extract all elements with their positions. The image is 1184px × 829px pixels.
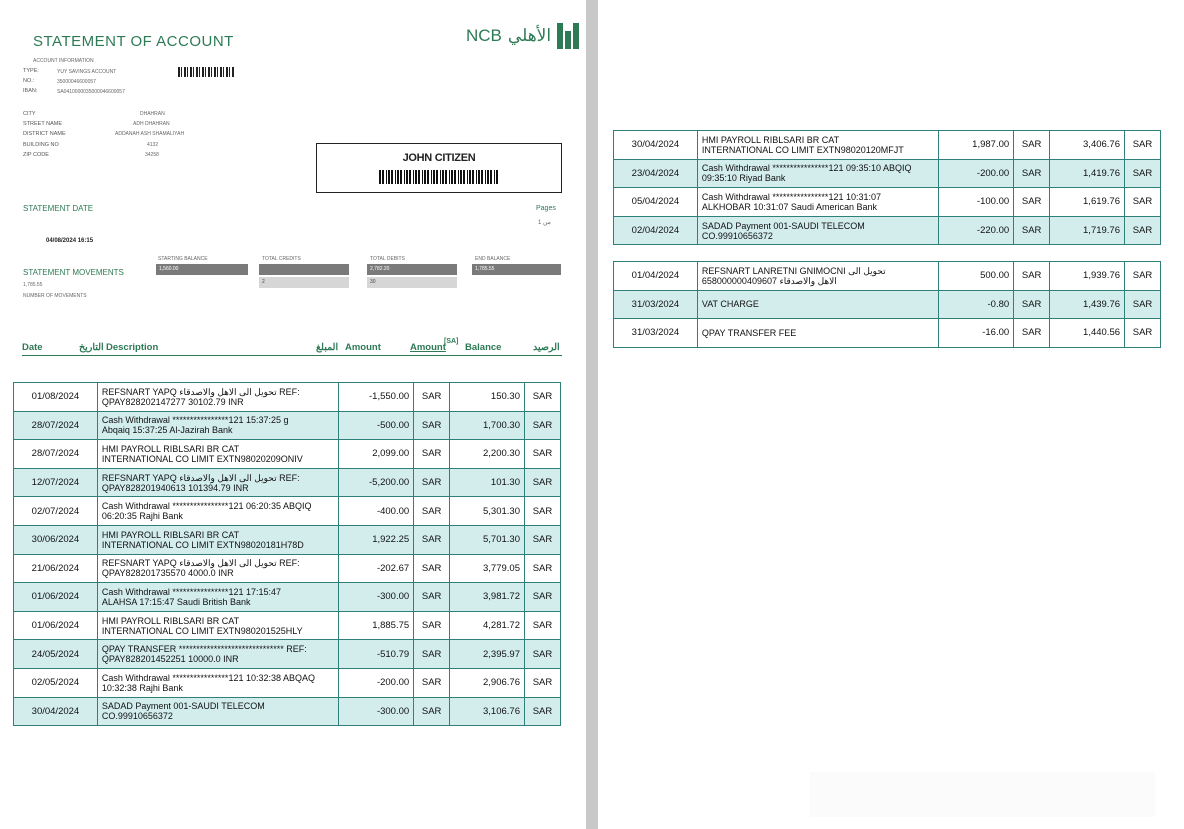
description-line-2: INTERNATIONAL CO LIMIT EXTN980201525HLY xyxy=(101,625,303,636)
row-balance: 1,719.76 xyxy=(1050,216,1125,245)
starting-balance-value: 1,560.00 xyxy=(156,264,248,275)
table-row xyxy=(14,440,561,469)
description-line-1: Cash Withdrawal ****************121 06:20:35 ABQIQ xyxy=(101,501,312,512)
bank-name: NCB xyxy=(466,26,502,45)
row-date: 30/04/2024 xyxy=(614,131,698,160)
customer-name: JOHN CITIZEN xyxy=(402,152,476,164)
row-date: 23/04/2024 xyxy=(614,159,698,188)
table-row xyxy=(614,290,1161,319)
row-description xyxy=(97,697,338,726)
row-description xyxy=(697,159,938,188)
col-amount-ar: المبلغ xyxy=(316,342,339,353)
table-row xyxy=(14,383,561,412)
table-row xyxy=(14,640,561,669)
table-row xyxy=(614,262,1161,291)
row-description xyxy=(97,440,338,469)
row-balance: 1,439.76 xyxy=(1050,290,1125,319)
col-balance: Balance xyxy=(465,342,502,353)
col-sa-tag: [SA] xyxy=(444,338,459,345)
customer-name-box xyxy=(316,143,562,193)
row-amount: -16.00 xyxy=(939,319,1014,348)
description-line-1: Cash Withdrawal ****************121 15:37:25 g xyxy=(101,415,289,426)
row-date: 02/05/2024 xyxy=(14,668,98,697)
row-description xyxy=(97,468,338,497)
building-label: BUILDING NO xyxy=(23,142,59,148)
description-line-1: SADAD Payment 001-SAUDI TELECOM xyxy=(701,220,865,231)
row-amount-currency: SAR xyxy=(414,440,450,469)
row-amount-currency: SAR xyxy=(414,411,450,440)
row-date: 12/07/2024 xyxy=(14,468,98,497)
row-description xyxy=(97,525,338,554)
row-amount-currency: SAR xyxy=(1014,319,1050,348)
total-debits-label: TOTAL DEBITS xyxy=(370,256,405,262)
row-balance-currency: SAR xyxy=(524,668,560,697)
description-line-2: INTERNATIONAL CO LIMIT EXTN98020181H78D xyxy=(101,539,304,550)
table-row xyxy=(614,159,1161,188)
statement-date-label: STATEMENT DATE xyxy=(23,204,94,213)
row-amount-currency: SAR xyxy=(414,697,450,726)
row-balance: 1,700.30 xyxy=(450,411,525,440)
table-row xyxy=(14,668,561,697)
row-amount-currency: SAR xyxy=(1014,262,1050,291)
row-amount: -400.00 xyxy=(339,497,414,526)
row-balance-currency: SAR xyxy=(524,468,560,497)
row-balance: 1,440.56 xyxy=(1050,319,1125,348)
row-balance: 4,281.72 xyxy=(450,611,525,640)
description-line-2: QPAY828201452251 10000.0 INR xyxy=(101,654,239,665)
col-amount: Amount xyxy=(345,342,381,353)
row-balance: 101.30 xyxy=(450,468,525,497)
row-amount: -220.00 xyxy=(939,216,1014,245)
row-amount: -300.00 xyxy=(339,697,414,726)
row-balance-currency: SAR xyxy=(524,611,560,640)
table-row xyxy=(14,468,561,497)
row-amount-currency: SAR xyxy=(414,497,450,526)
account-barcode xyxy=(178,67,234,77)
transactions-table-page2-bottom xyxy=(613,261,1161,348)
pages-value: 1 من xyxy=(538,220,551,226)
row-amount-currency: SAR xyxy=(414,468,450,497)
col-date: Date xyxy=(22,342,43,353)
row-description xyxy=(97,497,338,526)
row-balance: 5,301.30 xyxy=(450,497,525,526)
row-amount-currency: SAR xyxy=(1014,290,1050,319)
street-label: STREET NAME xyxy=(23,121,63,127)
description-line-2: الاهل والاصدقاء 658000000409607 xyxy=(701,275,837,286)
row-description xyxy=(97,583,338,612)
row-amount: 1,987.00 xyxy=(939,131,1014,160)
no-value: 35000046600057 xyxy=(57,79,96,85)
row-date: 01/06/2024 xyxy=(14,611,98,640)
city-value: DHAHRAN xyxy=(140,111,165,117)
row-balance: 2,200.30 xyxy=(450,440,525,469)
row-description xyxy=(697,290,938,319)
description-line-1: HMI PAYROLL RIBLSARI BR CAT xyxy=(101,529,240,540)
row-balance-currency: SAR xyxy=(524,554,560,583)
description-line-2: QPAY828202147277 30102.79 INR xyxy=(101,396,244,407)
col-description: Description xyxy=(106,342,159,353)
table-row xyxy=(614,216,1161,245)
row-description xyxy=(697,262,938,291)
description-line-2: 06:20:35 Rajhi Bank xyxy=(101,511,183,522)
row-balance: 2,395.97 xyxy=(450,640,525,669)
transactions-table-page2-top xyxy=(613,130,1161,245)
building-value: 4132 xyxy=(147,142,159,148)
description-line-1: Cash Withdrawal ****************121 17:15:47 xyxy=(101,586,281,597)
total-debits-count: 30 xyxy=(367,277,457,288)
description-line-2: 09:35:10 Riyad Bank xyxy=(701,173,786,184)
row-date: 24/05/2024 xyxy=(14,640,98,669)
row-date: 02/04/2024 xyxy=(614,216,698,245)
row-date: 21/06/2024 xyxy=(14,554,98,583)
row-amount-currency: SAR xyxy=(414,640,450,669)
row-amount: -200.00 xyxy=(939,159,1014,188)
row-balance: 1,419.76 xyxy=(1050,159,1125,188)
row-balance-currency: SAR xyxy=(524,525,560,554)
row-balance-currency: SAR xyxy=(524,583,560,612)
description-line-2: 10:32:38 Rajhi Bank xyxy=(101,682,183,693)
zip-value: 34258 xyxy=(145,152,159,158)
row-balance: 5,701.30 xyxy=(450,525,525,554)
row-amount: -300.00 xyxy=(339,583,414,612)
district-value: ADDANAH ASH SHAMALIYAH xyxy=(115,131,185,137)
number-of-movements-label: NUMBER OF MOVEMENTS xyxy=(23,293,87,299)
row-amount: -5,200.00 xyxy=(339,468,414,497)
description-line-1: HMI PAYROLL RIBLSARI BR CAT xyxy=(101,443,240,454)
row-description xyxy=(97,668,338,697)
table-row xyxy=(614,319,1161,348)
row-description xyxy=(97,640,338,669)
end-balance-label: END BALANCE xyxy=(475,256,511,262)
description-line-1: Cash Withdrawal ****************121 10:32:38 ABQAQ xyxy=(101,672,316,683)
row-date: 01/04/2024 xyxy=(614,262,698,291)
row-balance-currency: SAR xyxy=(1125,262,1161,291)
row-amount: -100.00 xyxy=(939,188,1014,217)
city-label: CITY xyxy=(23,111,36,117)
row-description xyxy=(97,383,338,412)
description-line-1: REFSNART YAPQ تحويل الى الاهل والاصدقاء REF: xyxy=(101,558,300,569)
total-credits-label: TOTAL CREDITS xyxy=(262,256,301,262)
iban-label: IBAN: xyxy=(23,88,38,94)
table-row xyxy=(14,411,561,440)
row-date: 28/07/2024 xyxy=(14,440,98,469)
row-balance-currency: SAR xyxy=(524,697,560,726)
bank-logo xyxy=(466,20,579,52)
row-description xyxy=(97,611,338,640)
description-line-2: Abqaiq 15:37:25 Al-Jazirah Bank xyxy=(101,425,233,436)
page-divider xyxy=(586,0,598,829)
description-line-1: Cash Withdrawal ****************121 09:35:10 ABQIQ xyxy=(701,163,912,174)
row-balance: 3,779.05 xyxy=(450,554,525,583)
row-balance: 2,906.76 xyxy=(450,668,525,697)
table-row xyxy=(14,611,561,640)
description-line-1: HMI PAYROLL RIBLSARI BR CAT xyxy=(101,615,240,626)
pages-label: Pages xyxy=(536,205,556,212)
row-amount-currency: SAR xyxy=(414,668,450,697)
row-balance-currency: SAR xyxy=(524,640,560,669)
row-balance-currency: SAR xyxy=(1125,216,1161,245)
row-balance-currency: SAR xyxy=(1125,188,1161,217)
row-date: 31/03/2024 xyxy=(614,319,698,348)
row-balance-currency: SAR xyxy=(524,411,560,440)
row-description xyxy=(697,131,938,160)
row-amount-currency: SAR xyxy=(414,611,450,640)
row-amount-currency: SAR xyxy=(414,583,450,612)
row-date: 30/04/2024 xyxy=(14,697,98,726)
row-description xyxy=(697,188,938,217)
starting-balance-label: STARTING BALANCE xyxy=(158,256,208,262)
row-date: 30/06/2024 xyxy=(14,525,98,554)
table-row xyxy=(14,697,561,726)
statement-movements-label: STATEMENT MOVEMENTS xyxy=(23,268,124,277)
ncb-logo-icon xyxy=(557,23,579,49)
blurred-footer xyxy=(810,772,1155,817)
row-balance: 1,939.76 xyxy=(1050,262,1125,291)
row-balance-currency: SAR xyxy=(524,497,560,526)
total-credits-bar xyxy=(259,264,349,275)
row-balance-currency: SAR xyxy=(1125,319,1161,348)
description-line-2: ALAHSA 17:15:47 Saudi British Bank xyxy=(101,596,251,607)
row-balance-currency: SAR xyxy=(1125,159,1161,188)
table-row xyxy=(14,525,561,554)
customer-barcode xyxy=(379,170,499,184)
row-date: 31/03/2024 xyxy=(614,290,698,319)
row-amount-currency: SAR xyxy=(1014,216,1050,245)
description-line-2: CO.99910656372 xyxy=(701,230,773,241)
street-value: ADH DHAHRAN xyxy=(133,121,170,127)
table-row xyxy=(614,131,1161,160)
row-amount: -1,550.00 xyxy=(339,383,414,412)
description-line-1: Cash Withdrawal ****************121 10:31:07 xyxy=(701,191,881,202)
row-description xyxy=(97,411,338,440)
row-date: 28/07/2024 xyxy=(14,411,98,440)
row-amount: -510.79 xyxy=(339,640,414,669)
col-amount-sa: Amount xyxy=(410,342,446,353)
row-amount-currency: SAR xyxy=(1014,188,1050,217)
row-amount: -500.00 xyxy=(339,411,414,440)
row-amount: 1,885.75 xyxy=(339,611,414,640)
row-amount-currency: SAR xyxy=(414,554,450,583)
description-line-1: QPAY TRANSFER FEE xyxy=(701,327,797,338)
row-amount: 500.00 xyxy=(939,262,1014,291)
row-balance-currency: SAR xyxy=(524,440,560,469)
row-amount: 2,099.00 xyxy=(339,440,414,469)
description-line-1: VAT CHARGE xyxy=(701,299,759,310)
total-credits-count: 2 xyxy=(259,277,349,288)
description-line-2: QPAY828201735570 4000.0 INR xyxy=(101,568,234,579)
row-amount: -202.67 xyxy=(339,554,414,583)
transactions-table-page1 xyxy=(13,382,561,726)
description-line-1: REFSNART YAPQ تحويل الى الاهل والاصدقاء REF: xyxy=(101,472,300,483)
description-line-1: REFSNART LANRETNI GNIMOCNI تحويل الى xyxy=(701,265,886,276)
description-line-1: QPAY TRANSFER ****************************** REF: xyxy=(101,644,307,655)
row-amount-currency: SAR xyxy=(1014,159,1050,188)
table-row xyxy=(14,583,561,612)
description-line-2: ALKHOBAR 10:31:07 Saudi American Bank xyxy=(701,201,877,212)
type-label: TYPE: xyxy=(23,68,39,74)
row-description xyxy=(97,554,338,583)
district-label: DISTRICT NAME xyxy=(23,131,66,137)
description-line-1: HMI PAYROLL RIBLSARI BR CAT xyxy=(701,134,840,145)
header-underline xyxy=(22,355,562,356)
description-line-2: QPAY828201940613 101394.79 INR xyxy=(101,482,249,493)
row-date: 01/08/2024 xyxy=(14,383,98,412)
col-date-ar: التاريخ xyxy=(79,342,104,353)
type-value: YUY SAVINGS ACCOUNT xyxy=(57,69,117,75)
iban-value: SA0410000035000046600057 xyxy=(57,89,125,95)
row-balance-currency: SAR xyxy=(1125,131,1161,160)
row-balance: 3,981.72 xyxy=(450,583,525,612)
row-date: 01/06/2024 xyxy=(14,583,98,612)
bank-name-ar: الأهلي xyxy=(507,26,552,45)
account-info-label: ACCOUNT INFORMATION xyxy=(33,58,94,64)
row-amount: -0.80 xyxy=(939,290,1014,319)
row-balance: 1,619.76 xyxy=(1050,188,1125,217)
row-date: 05/04/2024 xyxy=(614,188,698,217)
statement-movements-value: 1,785.55 xyxy=(23,282,43,288)
description-line-1: REFSNART YAPQ تحويل الى الاهل والاصدقاء REF: xyxy=(101,386,300,397)
row-amount-currency: SAR xyxy=(414,525,450,554)
total-debits-value: 2,782.20 xyxy=(367,264,457,275)
row-amount-currency: SAR xyxy=(414,383,450,412)
row-amount: -200.00 xyxy=(339,668,414,697)
col-balance-ar: الرصيد xyxy=(533,342,560,353)
description-line-1: SADAD Payment 001-SAUDI TELECOM xyxy=(101,701,265,712)
row-date: 02/07/2024 xyxy=(14,497,98,526)
row-balance: 150.30 xyxy=(450,383,525,412)
table-row xyxy=(614,188,1161,217)
row-description xyxy=(697,216,938,245)
zip-label: ZIP CODE xyxy=(23,152,49,158)
end-balance-value: 1,785.55 xyxy=(472,264,561,275)
row-description xyxy=(697,319,938,348)
description-line-2: INTERNATIONAL CO LIMIT EXTN98020120MFJT xyxy=(701,144,904,155)
description-line-2: CO.99910656372 xyxy=(101,711,173,722)
row-amount-currency: SAR xyxy=(1014,131,1050,160)
row-balance-currency: SAR xyxy=(1125,290,1161,319)
row-balance: 3,406.76 xyxy=(1050,131,1125,160)
statement-date-value: 04/08/2024 16:15 xyxy=(46,238,94,244)
description-line-2: INTERNATIONAL CO LIMIT EXTN98020209ONIV xyxy=(101,453,303,464)
page-title: STATEMENT OF ACCOUNT xyxy=(33,33,234,50)
table-row xyxy=(14,554,561,583)
row-balance: 3,106.76 xyxy=(450,697,525,726)
row-balance-currency: SAR xyxy=(524,383,560,412)
table-row xyxy=(14,497,561,526)
no-label: NO.: xyxy=(23,78,35,84)
row-amount: 1,922.25 xyxy=(339,525,414,554)
